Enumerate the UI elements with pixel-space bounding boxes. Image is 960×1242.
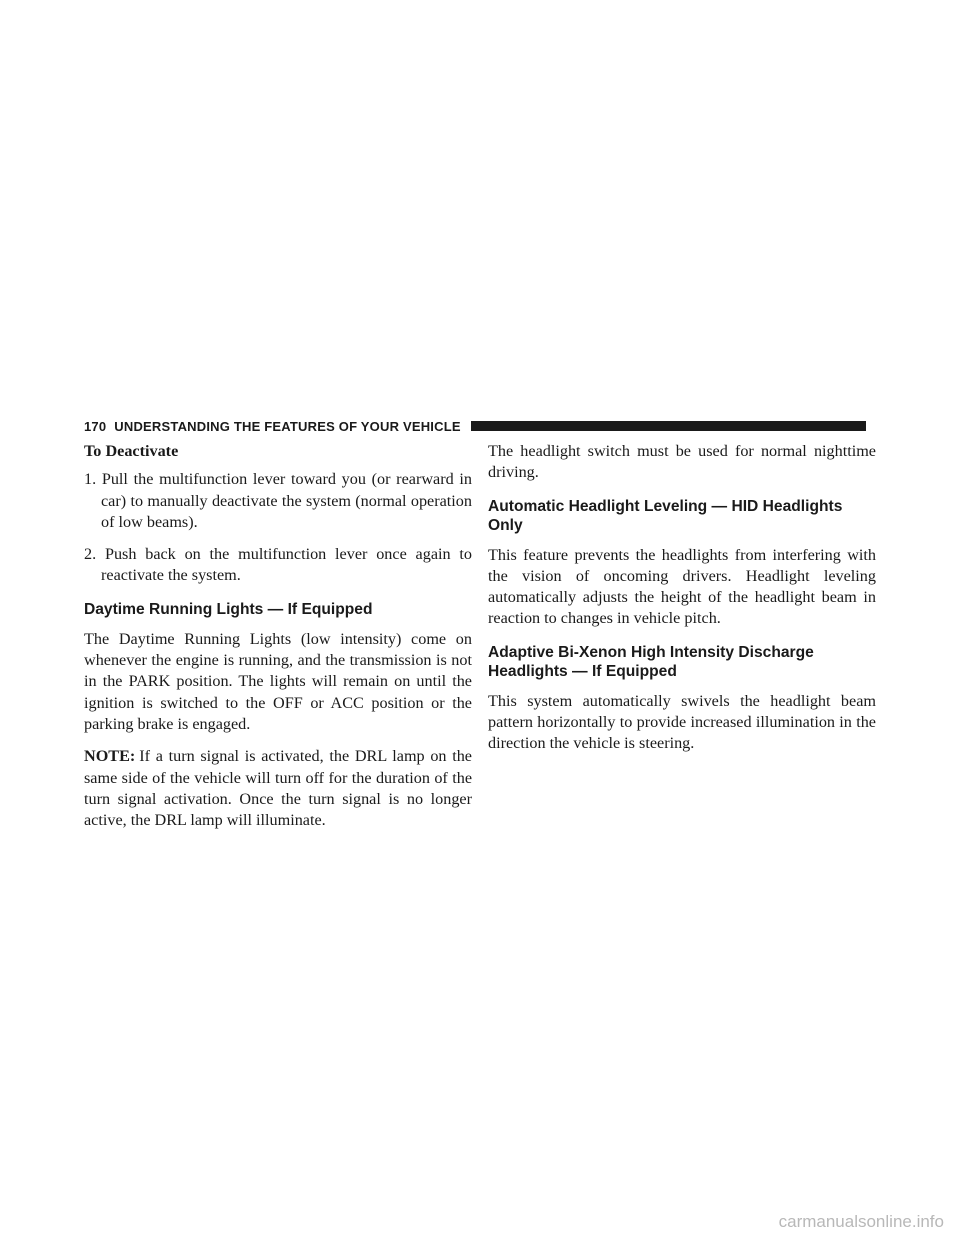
to-deactivate-subheading: To Deactivate — [84, 442, 179, 460]
adaptive-headlights-paragraph: This system automatically swivels the headlight beam pattern horizontally to provide increased illumination in the direction the vehicle is steering. — [488, 691, 876, 753]
note-label: NOTE: — [84, 747, 136, 766]
page-number: 170 — [84, 418, 107, 434]
headlight-switch-paragraph: The headlight switch must be used for normal nighttime driving. — [488, 442, 876, 482]
note-paragraph — [84, 746, 472, 831]
header-rule — [471, 421, 866, 431]
left-column — [84, 440, 472, 842]
section-title: UNDERSTANDING THE FEATURES OF YOUR VEHICLE — [114, 418, 461, 434]
list-item: 1. Pull the multifunction lever toward you (or rearward in car) to manually deactivate the system (normal operation of low beams). — [84, 470, 472, 531]
headlight-leveling-paragraph: This feature prevents the headlights from interfering with the vision of oncoming drivers. Headlight leveling automatically adjusts the height of the headlight beam in reaction to changes in vehicle pitch. — [488, 545, 876, 628]
note-text: If a turn signal is activated, the DRL lamp on the same side of the vehicle will turn off for the duration of the turn signal activation. Once the turn signal is no longer active, the DRL lamp will illuminate. — [84, 747, 472, 830]
headlight-leveling-heading: Automatic Headlight Leveling — HID Headlights Only — [488, 497, 843, 534]
list-item: 2. Push back on the multifunction lever once again to reactivate the system. — [84, 545, 472, 585]
adaptive-headlights-heading: Adaptive Bi-Xenon High Intensity Discharge Headlights — If Equipped — [488, 643, 814, 680]
right-column — [488, 441, 876, 766]
watermark-link[interactable]: carmanualsonline.info — [778, 1212, 944, 1231]
page-header — [84, 417, 866, 435]
drl-heading: Daytime Running Lights — If Equipped — [84, 600, 373, 618]
drl-paragraph: The Daytime Running Lights (low intensity) come on whenever the engine is running, and the transmission is not in the PARK position. The lights will remain on until the ignition is switched to the OFF or ACC position or the parking brake is engaged. — [84, 629, 472, 733]
